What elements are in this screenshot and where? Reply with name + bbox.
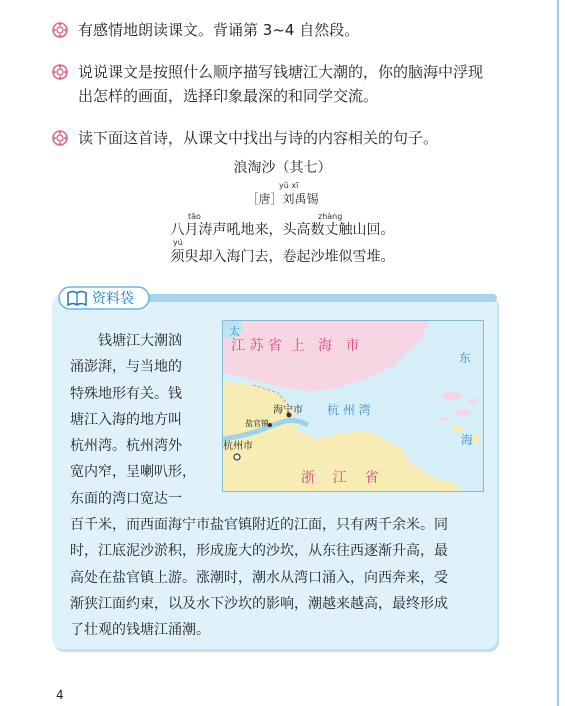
map-label-haining: 海宁市 xyxy=(273,405,303,416)
info-line: 杭州湾。杭州湾外 xyxy=(70,438,182,455)
flower-bullet-icon xyxy=(52,22,68,38)
exercise-item-1 xyxy=(52,18,538,42)
exercise-text-line-2: 出怎样的画面，选择印象最深的和同学交流。 xyxy=(78,87,379,105)
page-number: 4 xyxy=(56,688,64,702)
book-icon xyxy=(66,289,88,307)
pinyin-zhang: zhàng xyxy=(318,212,343,221)
info-line: 时，江底泥沙淤积，形成庞大的沙坎，从东往西逐渐升高，最 xyxy=(70,543,448,560)
qiantang-map xyxy=(222,320,484,492)
map-label-tai: 太 xyxy=(229,325,240,338)
exercise-item-3 xyxy=(52,126,538,150)
info-line: 塘江入海的地方叫 xyxy=(70,411,182,428)
info-line: 百千米，而西面海宁市盐官镇附近的江面，只有两千余米。同 xyxy=(70,517,448,533)
flower-bullet-icon xyxy=(52,130,68,146)
exercise-text: 有感情地朗读课文。背诵第 3~4 自然段。 xyxy=(78,21,360,39)
info-line: 涌澎湃，与当地的 xyxy=(70,359,182,376)
info-line: 了壮观的钱塘江涌潮。 xyxy=(70,622,210,639)
exercise-text-line-1: 说说课文是按照什么顺序描写钱塘江大潮的，你的脑海中浮现 xyxy=(78,63,484,81)
pinyin-tao: tāo xyxy=(188,212,201,221)
poem-title: 浪淘沙（其七） xyxy=(233,160,332,176)
pinyin-yu: yú xyxy=(173,238,183,247)
map-label-dong: 东 xyxy=(459,351,472,365)
author-pinyin: yǔ xī xyxy=(279,181,299,190)
info-box-tab xyxy=(58,285,150,311)
info-line: 东面的湾口宽达一 xyxy=(70,490,182,507)
map-label-hai: 海 xyxy=(461,433,474,447)
map-label-hangzhou-bay: 杭 州 湾 xyxy=(327,403,371,417)
map-label-yanguan: 盐官镇 xyxy=(245,419,269,428)
map-label-hangzhou: 杭州市 xyxy=(223,441,253,452)
flower-bullet-icon xyxy=(52,64,68,80)
poem-line-1: 八月涛声吼地来，头高数丈触山回。 xyxy=(170,222,395,238)
info-line: 宽内窄，呈喇叭形， xyxy=(70,464,196,481)
info-text-left xyxy=(70,328,220,512)
info-line: 渐狭江面约束，以及水下沙坎的影响，潮越来越高，最终形成 xyxy=(70,595,448,612)
exercise-item-2 xyxy=(52,60,538,108)
info-box-title: 资料袋 xyxy=(92,291,134,307)
map-label-zhejiang: 浙 江 省 xyxy=(301,470,379,486)
info-text-full xyxy=(70,512,490,643)
map-label-jiangsu-shanghai: 江 苏 省 上 海 市 xyxy=(231,338,360,354)
page-frame-line xyxy=(557,0,559,706)
poem-line-2: 须臾却入海门去，卷起沙堆似雪堆。 xyxy=(170,249,395,265)
exercise-text: 读下面这首诗，从课文中找出与诗的内容相关的句子。 xyxy=(78,129,439,147)
poem-author: ［唐］刘禹锡 xyxy=(246,192,319,206)
info-line: 钱塘江大潮汹 xyxy=(98,333,182,349)
info-line: 高处在盐官镇上游。涨潮时，潮水从湾口涌入，向西奔来，受 xyxy=(70,569,448,586)
info-line: 特殊地形有关。钱 xyxy=(70,385,182,402)
